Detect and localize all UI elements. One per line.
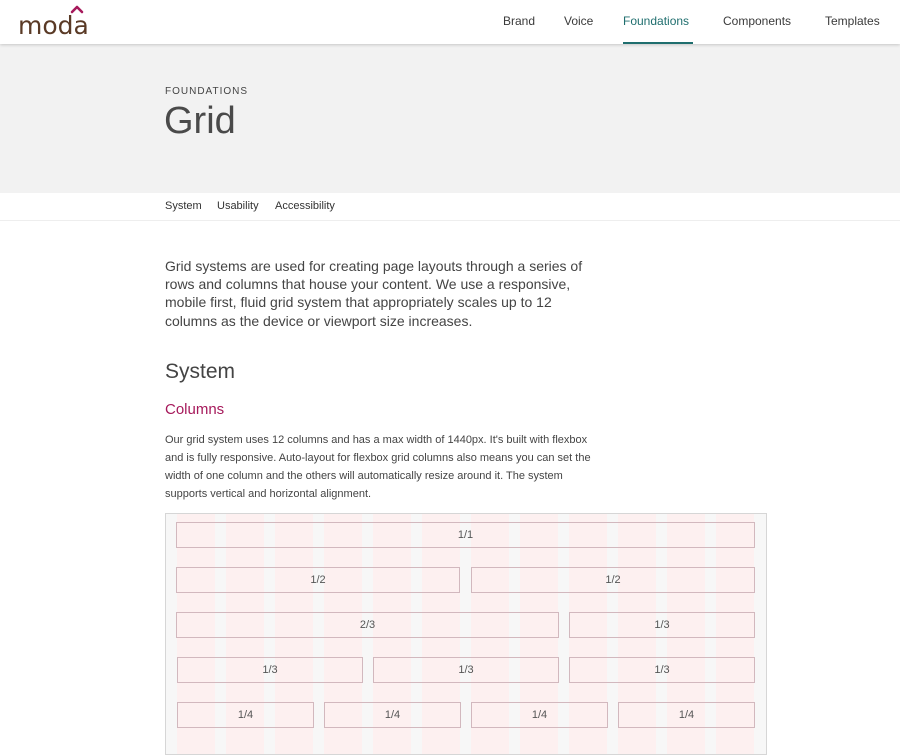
page-title: Grid	[164, 100, 236, 142]
intro-paragraph: Grid systems are used for creating page layouts through a series of rows and columns that house your content. We use a responsive, mobile first, fluid grid system that appropriately scales up to 12 columns as the device or viewport size increases.	[165, 258, 583, 329]
grid-cell-third: 1/3	[177, 657, 363, 683]
nav-components[interactable]: Components	[723, 14, 792, 28]
grid-cell-quarter: 1/4	[177, 702, 314, 728]
section-tabs	[0, 193, 900, 221]
nav-templates[interactable]: Templates	[825, 14, 880, 28]
grid-demo	[165, 513, 767, 755]
subsection-heading-columns: Columns	[165, 401, 225, 418]
grid-cell-half: 1/2	[176, 567, 460, 593]
active-nav-indicator	[623, 42, 693, 44]
nav-brand[interactable]: Brand	[503, 14, 536, 28]
grid-cell-third: 1/3	[569, 657, 755, 683]
breadcrumb[interactable]: FOUNDATIONS	[165, 86, 249, 97]
tab-system[interactable]: System	[165, 200, 202, 212]
grid-cell-two-thirds: 2/3	[176, 612, 559, 638]
grid-cell-half: 1/2	[471, 567, 755, 593]
grid-cell-quarter: 1/4	[618, 702, 755, 728]
page-hero	[0, 44, 900, 193]
grid-cell-quarter: 1/4	[471, 702, 608, 728]
nav-foundations[interactable]: Foundations	[623, 14, 690, 28]
logo-text: moda	[18, 11, 89, 38]
grid-cell-full: 1/1	[176, 522, 755, 548]
moda-logo[interactable]	[18, 4, 98, 38]
grid-cell-quarter: 1/4	[324, 702, 461, 728]
nav-voice[interactable]: Voice	[564, 14, 594, 28]
section-heading-system: System	[165, 360, 236, 383]
top-navigation-bar	[0, 0, 900, 44]
grid-cell-third: 1/3	[373, 657, 559, 683]
columns-description: Our grid system uses 12 columns and has a max width of 1440px. It's built with flexbox and is fully responsive. Auto-layout for flexbox grid columns also means you can set the width of one column and the others will automatically resize around it. The system supports vertical and horizontal alignment.	[165, 434, 591, 500]
grid-cell-third: 1/3	[569, 612, 755, 638]
tab-usability[interactable]: Usability	[217, 200, 259, 212]
tab-accessibility[interactable]: Accessibility	[275, 200, 335, 212]
